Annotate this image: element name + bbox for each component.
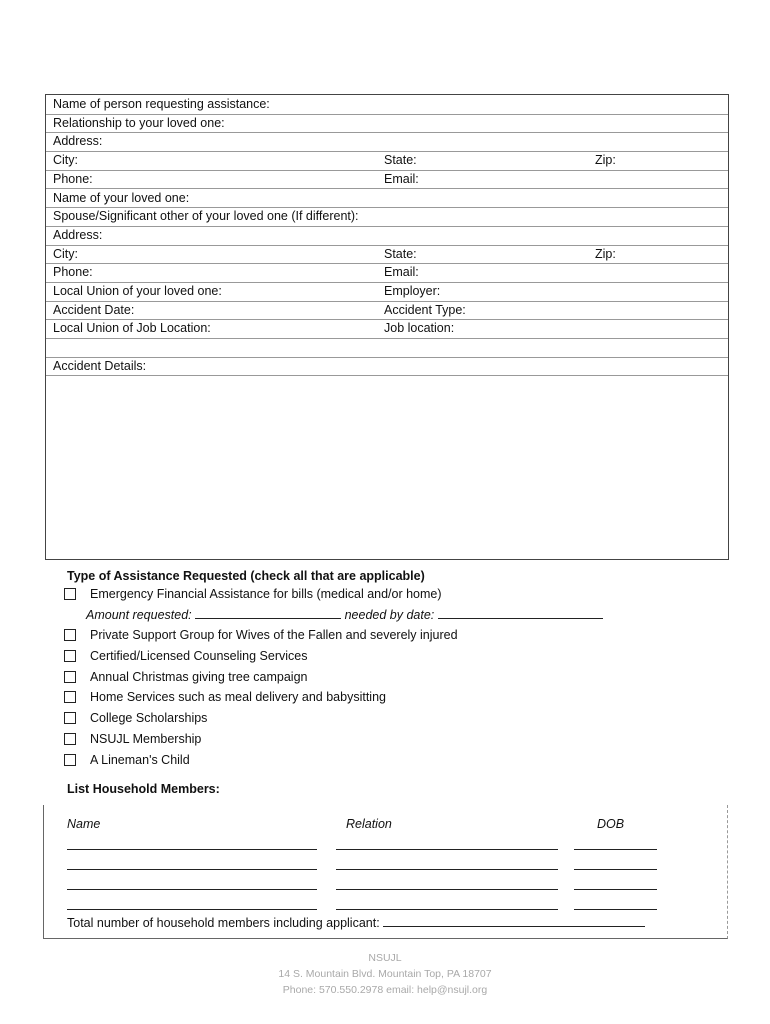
form-field-label: Job location:	[384, 321, 455, 336]
form-field-label: Name of your loved one:	[53, 190, 190, 205]
footer-contact: Phone: 570.550.2978 email: help@nsujl.org	[282, 984, 488, 996]
checkbox-icon[interactable]	[64, 629, 76, 641]
option-label: Annual Christmas giving tree campaign	[90, 670, 308, 684]
form-field-label: State:	[384, 153, 417, 168]
form-field-label: Spouse/Significant other of your loved one (If different):	[53, 209, 359, 224]
household-name-field[interactable]	[67, 849, 317, 850]
form-field-label: Email:	[384, 171, 419, 186]
checkbox-icon[interactable]	[64, 671, 76, 683]
form-row[interactable]	[46, 132, 728, 152]
form-field-label: Local Union of Job Location:	[53, 321, 211, 336]
accident-details-textarea[interactable]	[46, 375, 728, 559]
form-field-label: Name of person requesting assistance:	[53, 97, 270, 111]
household-name-field[interactable]	[67, 869, 317, 870]
checkbox-icon[interactable]	[64, 733, 76, 745]
form-field-label: State:	[384, 246, 417, 261]
household-total-field[interactable]	[383, 915, 645, 927]
amount-row	[86, 607, 603, 622]
amount-label: Amount requested:	[86, 608, 192, 622]
form-field-label: Local Union of your loved one:	[53, 284, 222, 298]
household-col-dob: DOB	[597, 817, 625, 831]
form-row[interactable]	[46, 114, 728, 134]
form-row[interactable]	[46, 282, 728, 302]
form-field-label: City:	[53, 246, 78, 261]
form-row[interactable]	[46, 319, 728, 339]
form-row[interactable]	[46, 301, 728, 321]
form-field-label: Relationship to your loved one:	[53, 115, 225, 130]
needed-by-label: needed by date:	[344, 608, 435, 622]
assistance-type-heading: Type of Assistance Requested (check all that are applicable)	[67, 569, 425, 583]
household-heading: List Household Members:	[67, 782, 220, 796]
form-field-label: Accident Date:	[53, 302, 135, 317]
option-label: Home Services such as meal delivery and babysitting	[90, 690, 386, 704]
checkbox-icon[interactable]	[64, 712, 76, 724]
checkbox-icon[interactable]	[64, 588, 76, 600]
option-label: College Scholarships	[90, 711, 208, 725]
form-row[interactable]	[46, 95, 728, 115]
option-label: Private Support Group for Wives of the Fallen and severely injured	[90, 628, 458, 642]
form-row[interactable]	[46, 151, 728, 171]
form-field-label: Accident Details:	[53, 358, 147, 373]
form-row[interactable]	[46, 338, 728, 358]
footer-org: NSUJL	[368, 952, 402, 964]
household-col-relation: Relation	[346, 817, 392, 831]
household-dob-field[interactable]	[574, 889, 657, 890]
form-field-label: Address:	[53, 134, 103, 149]
form-field-label: Phone:	[53, 171, 93, 186]
form-field-label: Phone:	[53, 265, 93, 280]
needed-by-field[interactable]	[438, 607, 603, 619]
form-field-label: Address:	[53, 227, 103, 242]
household-relation-field[interactable]	[336, 849, 558, 850]
assistance-request-form-table	[45, 94, 729, 560]
checkbox-icon[interactable]	[64, 650, 76, 662]
household-total-label: Total number of household members including applicant:	[67, 916, 380, 930]
checkbox-icon[interactable]	[64, 691, 76, 703]
household-relation-field[interactable]	[336, 909, 558, 910]
form-field-label: Email:	[384, 265, 419, 280]
household-relation-field[interactable]	[336, 889, 558, 890]
household-name-field[interactable]	[67, 909, 317, 910]
option-label: A Lineman's Child	[90, 753, 190, 767]
form-field-label: Accident Type:	[384, 302, 466, 317]
household-relation-field[interactable]	[336, 869, 558, 870]
form-field-label: Employer:	[384, 284, 441, 298]
form-row[interactable]	[46, 170, 728, 190]
option-label: Emergency Financial Assistance for bills (medical and/or home)	[90, 587, 442, 601]
form-row[interactable]	[46, 357, 728, 377]
amount-field[interactable]	[195, 607, 341, 619]
form-row[interactable]	[46, 189, 728, 209]
option-label: Certified/Licensed Counseling Services	[90, 649, 308, 663]
household-dob-field[interactable]	[574, 849, 657, 850]
household-name-field[interactable]	[67, 889, 317, 890]
option-label: NSUJL Membership	[90, 732, 202, 746]
household-total-row	[67, 915, 645, 930]
household-dob-field[interactable]	[574, 869, 657, 870]
checkbox-icon[interactable]	[64, 754, 76, 766]
form-row[interactable]	[46, 207, 728, 227]
form-field-label: City:	[53, 153, 78, 168]
form-row[interactable]	[46, 263, 728, 283]
footer-address: 14 S. Mountain Blvd. Mountain Top, PA 18707	[278, 968, 492, 980]
household-col-name: Name	[67, 817, 101, 831]
form-row[interactable]	[46, 226, 728, 246]
form-row[interactable]	[46, 245, 728, 265]
form-field-label: Zip:	[595, 153, 616, 168]
household-dob-field[interactable]	[574, 909, 657, 910]
form-field-label: Zip:	[595, 246, 616, 261]
